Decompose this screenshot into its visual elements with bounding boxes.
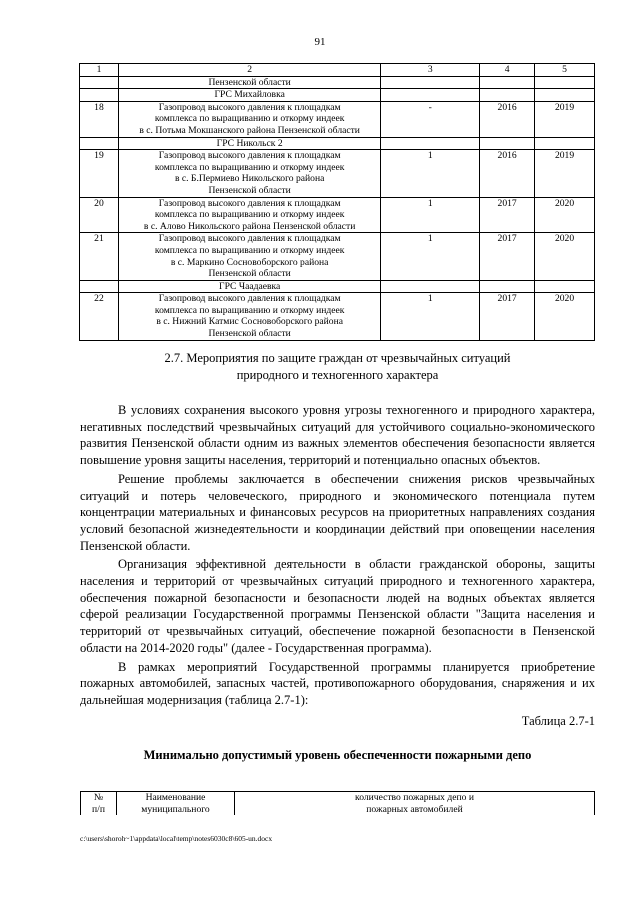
- row-number-cell: 22: [80, 293, 119, 340]
- paragraph: В условиях сохранения высокого уровня угрозы техногенного и природного характера, негативных последствий чрезвычайных ситуаций для устойчивого социально-экономического развития Пензенской области одним из важных элементов обеспечения безопасности является повышение уровня защиты населения, территорий и потенциально опасных объектов.: [80, 403, 595, 468]
- table-header-row: [80, 64, 595, 77]
- start-year-cell: 2017: [480, 233, 535, 280]
- table-row: [80, 293, 595, 340]
- table-subheader-row: [80, 76, 595, 89]
- header-cell: 5: [535, 64, 595, 77]
- row-number-cell: 21: [80, 233, 119, 280]
- section-heading-line: природного и техногенного характера: [236, 368, 439, 382]
- table-subheader-row: [80, 137, 595, 150]
- empty-cell: [381, 89, 480, 102]
- empty-cell: [80, 76, 119, 89]
- section-heading: [80, 350, 595, 384]
- object-name-cell: Газопровод высокого давления к площадкам комплекса по выращиванию и откорму индеек в с. Б.Пермиево Никольского района Пензенской области: [118, 150, 380, 197]
- empty-cell: [80, 137, 119, 150]
- empty-cell: [381, 76, 480, 89]
- subheader-cell: ГРС Никольск 2: [118, 137, 380, 150]
- end-year-cell: 2020: [535, 197, 595, 233]
- header-cell: 3: [381, 64, 480, 77]
- empty-cell: [535, 76, 595, 89]
- header-cell-number: № п/п: [81, 792, 117, 816]
- table-subheader-row: [80, 280, 595, 293]
- column3-cell: 1: [381, 150, 480, 197]
- subheader-cell: ГРС Чаадаевка: [118, 280, 380, 293]
- empty-cell: [480, 137, 535, 150]
- start-year-cell: 2016: [480, 101, 535, 137]
- end-year-cell: 2020: [535, 293, 595, 340]
- end-year-cell: 2019: [535, 150, 595, 197]
- subheader-cell: ГРС Михайловка: [118, 89, 380, 102]
- start-year-cell: 2017: [480, 197, 535, 233]
- paragraph: В рамках мероприятий Государственной программы планируется приобретение пожарных автомобилей, запасных частей, противопожарного оборудования, снаряжения и их дальнейшая модернизация (таблица 2.7-1):: [80, 659, 595, 707]
- paragraph: Организация эффективной деятельности в области гражданской обороны, защиты населения и территорий от чрезвычайных ситуаций природного и техногенного характера, обеспечения пожарной безопасности и безопасности людей на водных объектах является сферой реализации Государственной программы Пензенской области "Защита населения и территорий от чрезвычайных ситуаций, обеспечение пожарной безопасности в Пензенской области на 2014-2020 годы" (далее - Государственная программа).: [80, 557, 595, 655]
- empty-cell: [535, 89, 595, 102]
- column3-cell: -: [381, 101, 480, 137]
- footer-file-path: c:\users\shoroh~1\appdata\local\temp\notes6030c8\605-un.docx: [80, 834, 273, 843]
- object-name-cell: Газопровод высокого давления к площадкам комплекса по выращиванию и откорму индеек в с. Алово Никольского района Пензенской области: [118, 197, 380, 233]
- gas-pipeline-table: [79, 63, 595, 341]
- table-row: [80, 197, 595, 233]
- empty-cell: [80, 280, 119, 293]
- empty-cell: [381, 280, 480, 293]
- subheader-cell: Пензенской области: [118, 76, 380, 89]
- empty-cell: [381, 137, 480, 150]
- empty-cell: [480, 76, 535, 89]
- empty-cell: [535, 137, 595, 150]
- table-label: Таблица 2.7-1: [521, 714, 595, 728]
- paragraph: Решение проблемы заключается в обеспечении снижения рисков чрезвычайных ситуаций и потерь человеческого, природного и экономического потенциала путем концентрации материальных и финансовых ресурсов на приоритетных направлениях создания условий безопасной жизнедеятельности и координации действий при оповещении населения Пензенской области.: [80, 471, 595, 553]
- row-number-cell: 19: [80, 150, 119, 197]
- header-cell-municipality: Наименование муниципального: [117, 792, 235, 816]
- header-cell: 2: [118, 64, 380, 77]
- page-number: 91: [314, 36, 326, 48]
- object-name-cell: Газопровод высокого давления к площадкам комплекса по выращиванию и откорму индеек в с. Потьма Мокшанского района Пензенской области: [118, 101, 380, 137]
- empty-cell: [480, 89, 535, 102]
- header-cell: 4: [480, 64, 535, 77]
- column3-cell: 1: [381, 293, 480, 340]
- body-text: [80, 402, 595, 711]
- table-header-row: [81, 792, 595, 816]
- table-row: [80, 101, 595, 137]
- table-row: [80, 233, 595, 280]
- gas-pipeline-table-body: [80, 64, 595, 341]
- end-year-cell: 2019: [535, 101, 595, 137]
- empty-cell: [535, 280, 595, 293]
- empty-cell: [80, 89, 119, 102]
- row-number-cell: 20: [80, 197, 119, 233]
- header-cell-count: количество пожарных депо и пожарных автомобилей: [235, 792, 595, 816]
- table-row: [80, 150, 595, 197]
- section-heading-line: 2.7. Мероприятия по защите граждан от чрезвычайных ситуаций: [164, 351, 511, 365]
- fire-depot-table: [80, 791, 595, 815]
- end-year-cell: 2020: [535, 233, 595, 280]
- object-name-cell: Газопровод высокого давления к площадкам комплекса по выращиванию и откорму индеек в с. Маркино Сосновоборского района Пензенской области: [118, 233, 380, 280]
- empty-cell: [480, 280, 535, 293]
- table-subheader-row: [80, 89, 595, 102]
- start-year-cell: 2017: [480, 293, 535, 340]
- column3-cell: 1: [381, 197, 480, 233]
- start-year-cell: 2016: [480, 150, 535, 197]
- header-cell: 1: [80, 64, 119, 77]
- table-title: Минимально допустимый уровень обеспеченности пожарными депо: [143, 748, 532, 762]
- object-name-cell: Газопровод высокого давления к площадкам комплекса по выращиванию и откорму индеек в с. Нижний Катмис Сосновоборского района Пензенской области: [118, 293, 380, 340]
- column3-cell: 1: [381, 233, 480, 280]
- row-number-cell: 18: [80, 101, 119, 137]
